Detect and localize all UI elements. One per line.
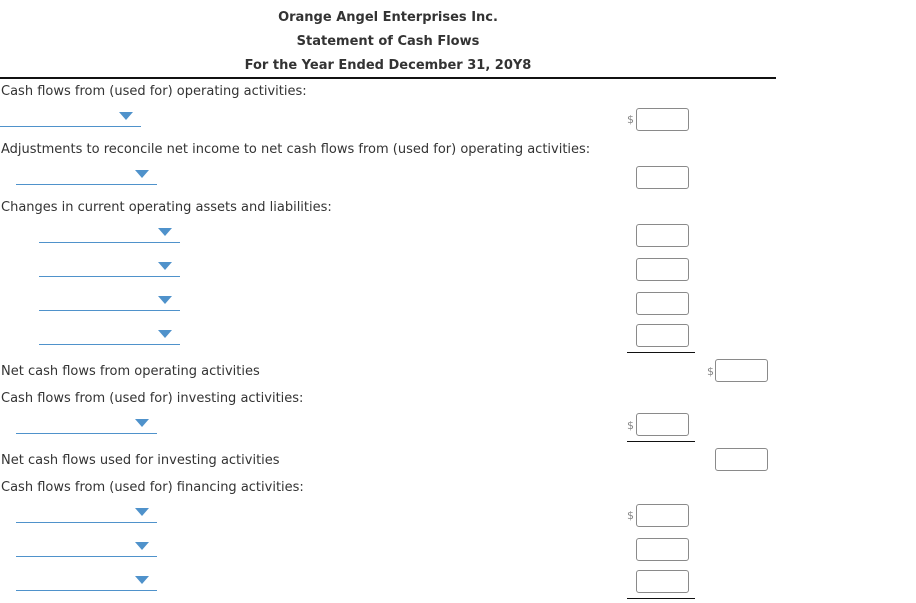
financing-heading: Cash flows from (used for) financing activities:: [1, 480, 304, 495]
financing-dropdown-2[interactable]: [16, 538, 157, 557]
chevron-down-icon: [135, 419, 149, 427]
chevron-down-icon: [158, 330, 172, 338]
subtotal-rule: [627, 441, 695, 442]
change-dropdown-4[interactable]: [39, 326, 180, 345]
subtotal-rule: [627, 598, 695, 599]
dollar-sign: $: [627, 509, 634, 522]
adjustment-dropdown[interactable]: [16, 166, 157, 185]
change-input-3[interactable]: [636, 292, 689, 315]
adjustments-heading: Adjustments to reconcile net income to net cash flows from (used for) operating activities:: [1, 142, 591, 157]
operating-heading: Cash flows from (used for) operating activities:: [1, 84, 307, 99]
subtotal-rule: [627, 352, 695, 353]
adjustment-input[interactable]: [636, 166, 689, 189]
operating-net-income-input[interactable]: [636, 108, 689, 131]
chevron-down-icon: [158, 262, 172, 270]
investing-input[interactable]: [636, 413, 689, 436]
change-input-4[interactable]: [636, 324, 689, 347]
changes-heading: Changes in current operating assets and liabilities:: [1, 200, 332, 215]
chevron-down-icon: [158, 228, 172, 236]
financing-input-1[interactable]: [636, 504, 689, 527]
chevron-down-icon: [135, 508, 149, 516]
statement-title: Statement of Cash Flows: [296, 34, 480, 49]
investing-dropdown[interactable]: [16, 415, 157, 434]
change-dropdown-1[interactable]: [39, 224, 180, 243]
chevron-down-icon: [119, 112, 133, 120]
investing-heading: Cash flows from (used for) investing activities:: [1, 391, 304, 406]
operating-net-income-dropdown[interactable]: [0, 108, 141, 127]
net-operating-input[interactable]: [715, 359, 768, 382]
financing-input-3[interactable]: [636, 570, 689, 593]
header-rule: [0, 77, 776, 79]
financing-dropdown-1[interactable]: [16, 504, 157, 523]
company-name: Orange Angel Enterprises Inc.: [278, 10, 498, 25]
change-dropdown-3[interactable]: [39, 292, 180, 311]
financing-input-2[interactable]: [636, 538, 689, 561]
net-operating-label: Net cash flows from operating activities: [1, 364, 260, 379]
chevron-down-icon: [158, 296, 172, 304]
chevron-down-icon: [135, 542, 149, 550]
net-investing-label: Net cash flows used for investing activities: [1, 453, 280, 468]
chevron-down-icon: [135, 576, 149, 584]
change-dropdown-2[interactable]: [39, 258, 180, 277]
change-input-2[interactable]: [636, 258, 689, 281]
dollar-sign: $: [707, 365, 714, 378]
financing-dropdown-3[interactable]: [16, 572, 157, 591]
net-investing-input[interactable]: [715, 448, 768, 471]
chevron-down-icon: [135, 170, 149, 178]
dollar-sign: $: [627, 113, 634, 126]
statement-period: For the Year Ended December 31, 20Y8: [244, 58, 532, 73]
dollar-sign: $: [627, 419, 634, 432]
change-input-1[interactable]: [636, 224, 689, 247]
